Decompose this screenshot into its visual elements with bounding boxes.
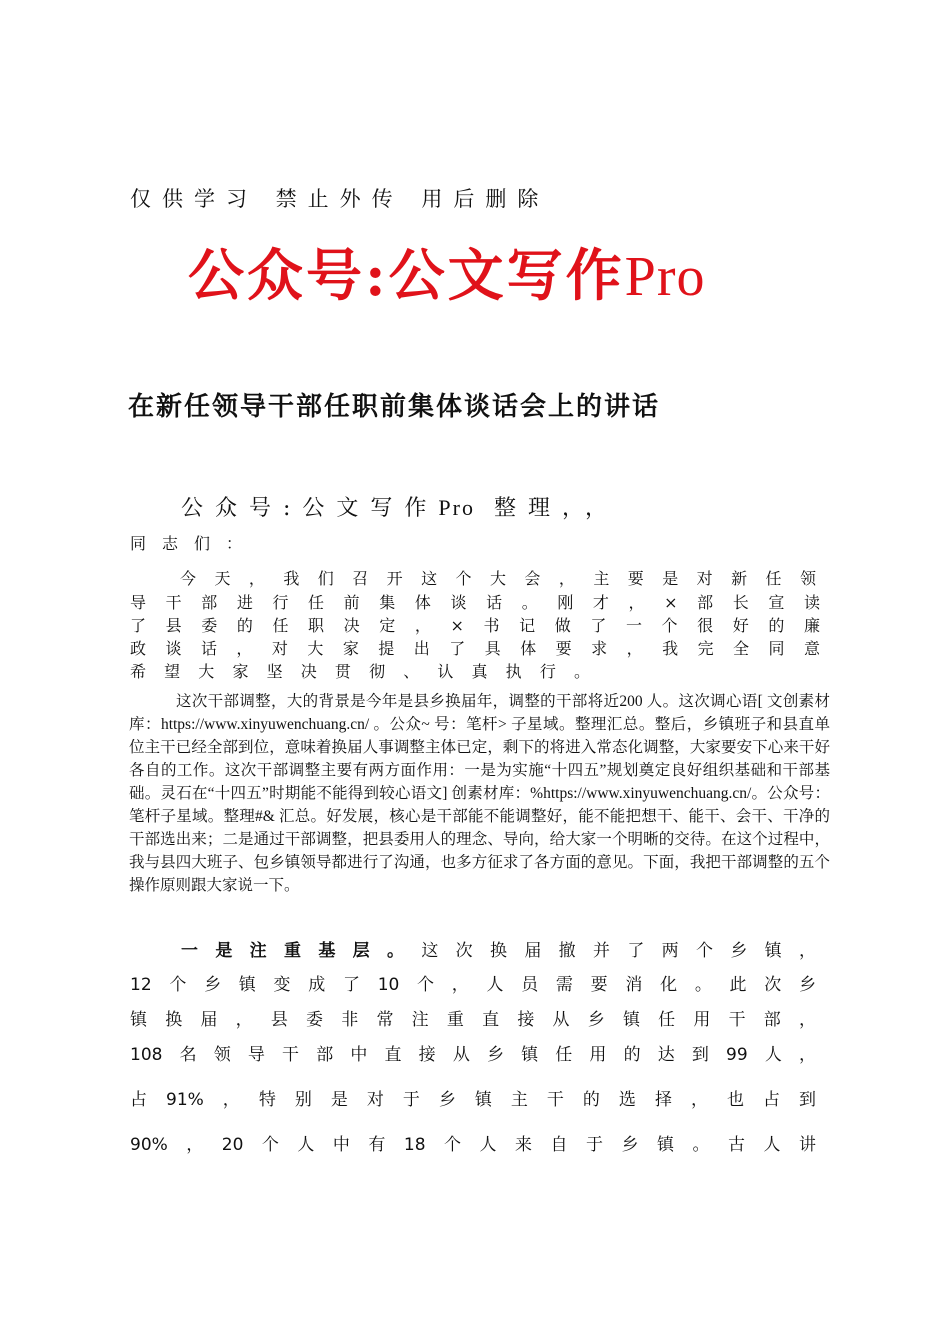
byline-latin: Pro [438,495,475,520]
intro-line: 了县委的任职决定，×书记做了一个很好的廉 [130,616,820,635]
brand-latin: Pro [624,246,706,308]
point-1-line: 108名领导干部中直接从乡镇任用的达到99人， [130,1045,816,1065]
byline-cn-1: 公众号:公文写作 [181,496,439,521]
document-title: 在新任领导干部任职前集体谈话会上的讲话 [128,392,661,422]
byline [181,491,619,522]
intro-line: 希望大家坚决贯彻、认真执行。 [130,662,590,681]
byline-cn-2: 整理，， [493,496,619,521]
intro-line: 今天，我们召开这个大会，主要是对新任领 [180,569,816,588]
point-1-line: 镇换届，县委非常注重直接从乡镇任用干部， [130,1010,816,1030]
point-1-line: 90%，20个人中有18个人来自于乡镇。古人讲 [130,1135,816,1155]
salutation: 同志们： [130,534,259,553]
paragraph-text: 这次干部调整，大的背景是今年是县乡换届年，调整的干部将近200 人。这次调心语[ 文创素材库：https://www.xinyuwenchuang.cn/ 。公众~ 号：笔杆> 子星域。整理汇总。整后，乡镇班子和县直单位主干已经全部到位，意味着换届人事调整主体已定，剩下的将进入常态化调整，大家要安下心来干好各自的工作。这次干部调整主要有两方面作用：一是为实施“十四五”规划奠定良好组织基础和干部基础。灵石在“十四五”时期能不能得到较心语文] 创素材库：%https://www.xinyuwenchuang.cn/。公众号：笔杆子星域。整理#& 汇总。好发展，核心是干部能不能调整好，能不能把想干、能干、会干、干净的干部选出来；二是通过干部调整，把县委用人的理念、导向，给大家一个明晰的交待。在这个过程中，我与县四大班子、包乡镇领导都进行了沟通，也多方征求了各方面的意见。下面，我把干部调整的五个操作原则跟大家说一下。 [129,693,830,894]
paragraph-background [129,690,830,897]
usage-notice: 仅供学习 禁止外传 用后删除 [130,187,550,211]
point-1-line [181,936,816,961]
brand-watermark [188,232,705,312]
point-1-text: 这次换届撤并了两个乡镇， [421,941,817,961]
point-1-line: 占91%，特别是对于乡镇主干的选择，也占到 [130,1090,816,1110]
intro-line: 导干部进行任前集体谈话。刚才，×部长宣读 [130,593,820,612]
brand-cn: 公众号:公文写作 [188,243,625,309]
point-1-heading: 一是注重基层。 [181,941,422,961]
intro-line: 政谈话，对大家提出了具体要求，我完全同意 [130,639,820,658]
point-1-line: 12个乡镇变成了10个，人员需要消化。此次乡 [130,975,816,995]
